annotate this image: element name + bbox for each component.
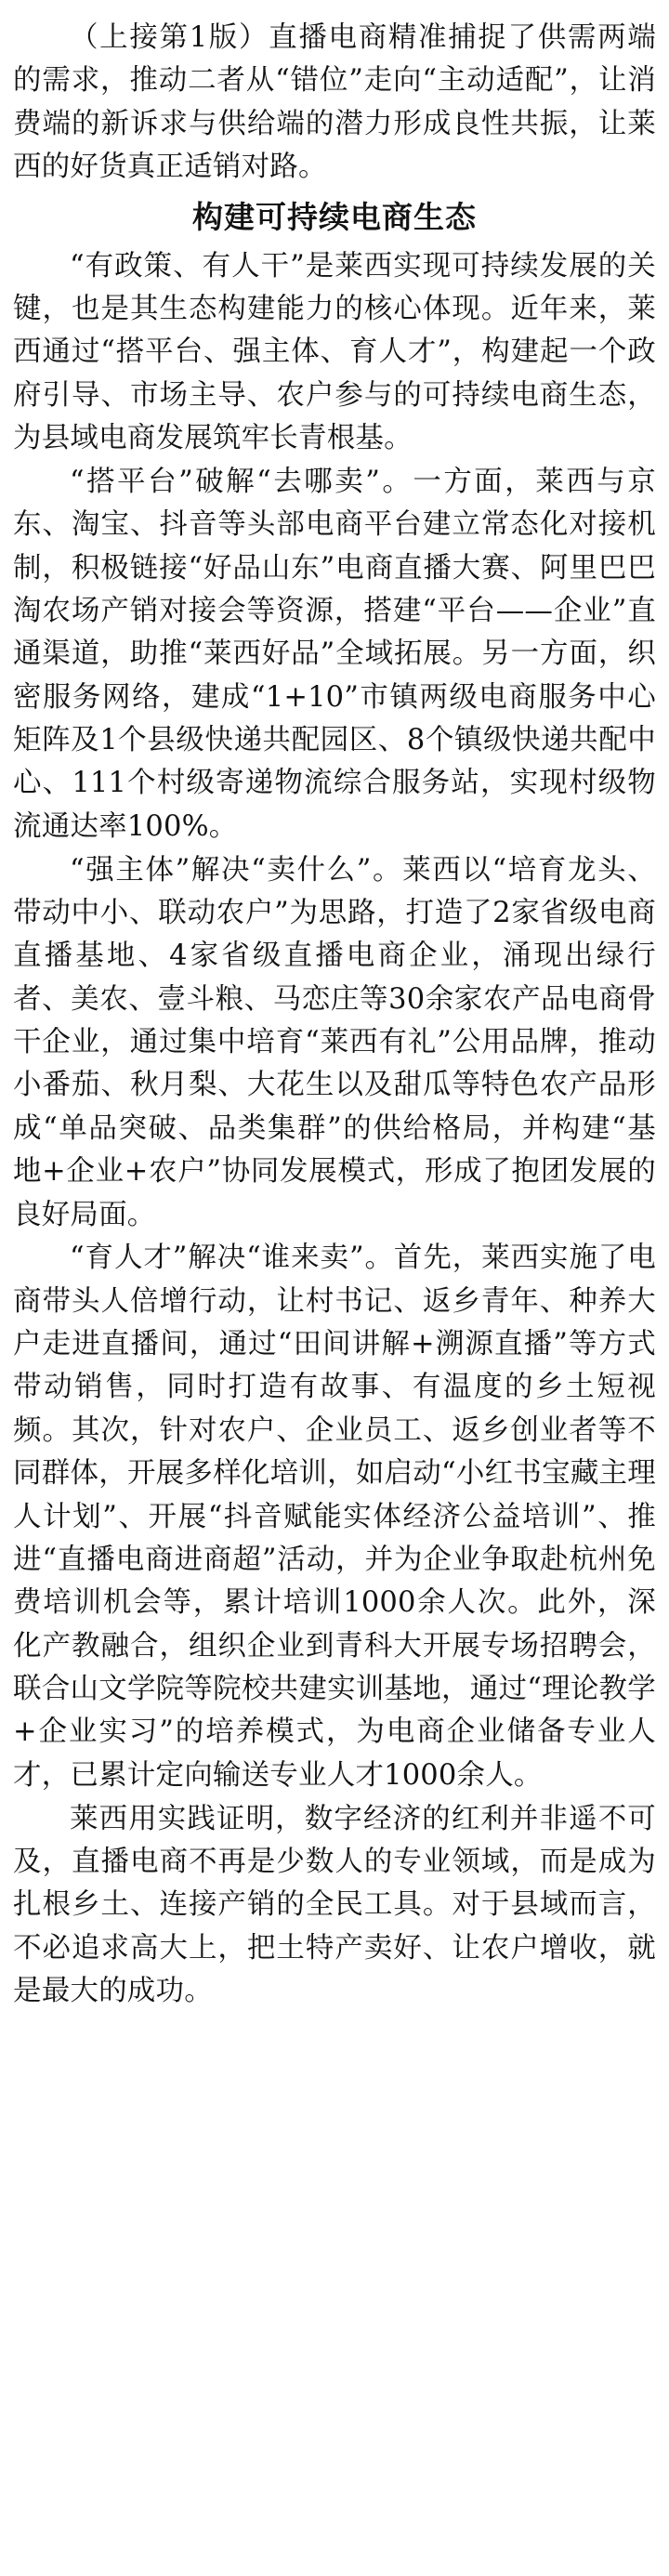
paragraph-platform-building: “搭平台”破解“去哪卖”。一方面，莱西与京东、淘宝、抖音等头部电商平台建立常态化对接机制，积极链接“好品山东”电商直播大赛、阿里巴巴淘农场产销对接会等资源，搭建“平台——企业”直通渠道，助推“莱西好品”全域拓展。另一方面，织密服务网络，建成“1+10”市镇两级电商服务中心矩阵及1个县级快递共配园区、8个镇级快递共配中心、111个村级寄递物流综合服务站，实现村级物流通达率100%。 xyxy=(13,465,656,843)
paragraph-strengthen-entities: “强主体”解决“卖什么”。莱西以“培育龙头、带动中小、联动农户”为思路，打造了2家省级电商直播基地、4家省级直播电商企业，涌现出绿行者、美农、壹斗粮、马恋庄等30余家农产品电商骨干企业，通过集中培育“莱西有礼”公用品牌，推动小番茄、秋月梨、大花生以及甜瓜等特色农产品形成“单品突破、品类集群”的供给格局，并构建“基地+企业+农户”协同发展模式，形成了抱团发展的良好局面。 xyxy=(13,853,656,1231)
article-body xyxy=(13,17,656,2013)
paragraph-continuation-notice: （上接第1版）直播电商精准捕捉了供需两端的需求，推动二者从“错位”走向“主动适配”，让消费端的新诉求与供给端的潜力形成良性共振，让莱西的好货真正适销对路。 xyxy=(13,21,656,184)
paragraph-conclusion: 莱西用实践证明，数字经济的红利并非遥不可及，直播电商不再是少数人的专业领域，而是成为扎根乡土、连接产销的全民工具。对于县域而言，不必追求高大上，把土特产卖好、让农户增收，就是最大的成功。 xyxy=(13,1802,656,2007)
section-heading: 构建可持续电商生态 xyxy=(192,199,477,236)
paragraph-talent-cultivation: “育人才”解决“谁来卖”。首先，莱西实施了电商带头人倍增行动，让村书记、返乡青年、种养大户走进直播间，通过“田间讲解+溯源直播”等方式带动销售，同时打造有故事、有温度的乡土短视频。其次，针对农户、企业员工、返乡创业者等不同群体，开展多样化培训，如启动“小红书宝藏主理人计划”、开展“抖音赋能实体经济公益培训”、推进“直播电商进商超”活动，并为企业争取赴杭州免费培训机会等，累计培训1000余人次。此外，深化产教融合，组织企业到青科大开展专场招聘会，联合山文学院等院校共建实训基地，通过“理论教学+企业实习”的培养模式，为电商企业储备专业人才，已累计定向输送专业人才1000余人。 xyxy=(13,1242,657,1792)
paragraph-ecosystem-intro: “有政策、有人干”是莱西实现可持续发展的关键，也是其生态构建能力的核心体现。近年来，莱西通过“搭平台、强主体、育人才”，构建起一个政府引导、市场主导、农户参与的可持续电商生态，为县域电商发展筑牢长青根基。 xyxy=(13,249,656,455)
